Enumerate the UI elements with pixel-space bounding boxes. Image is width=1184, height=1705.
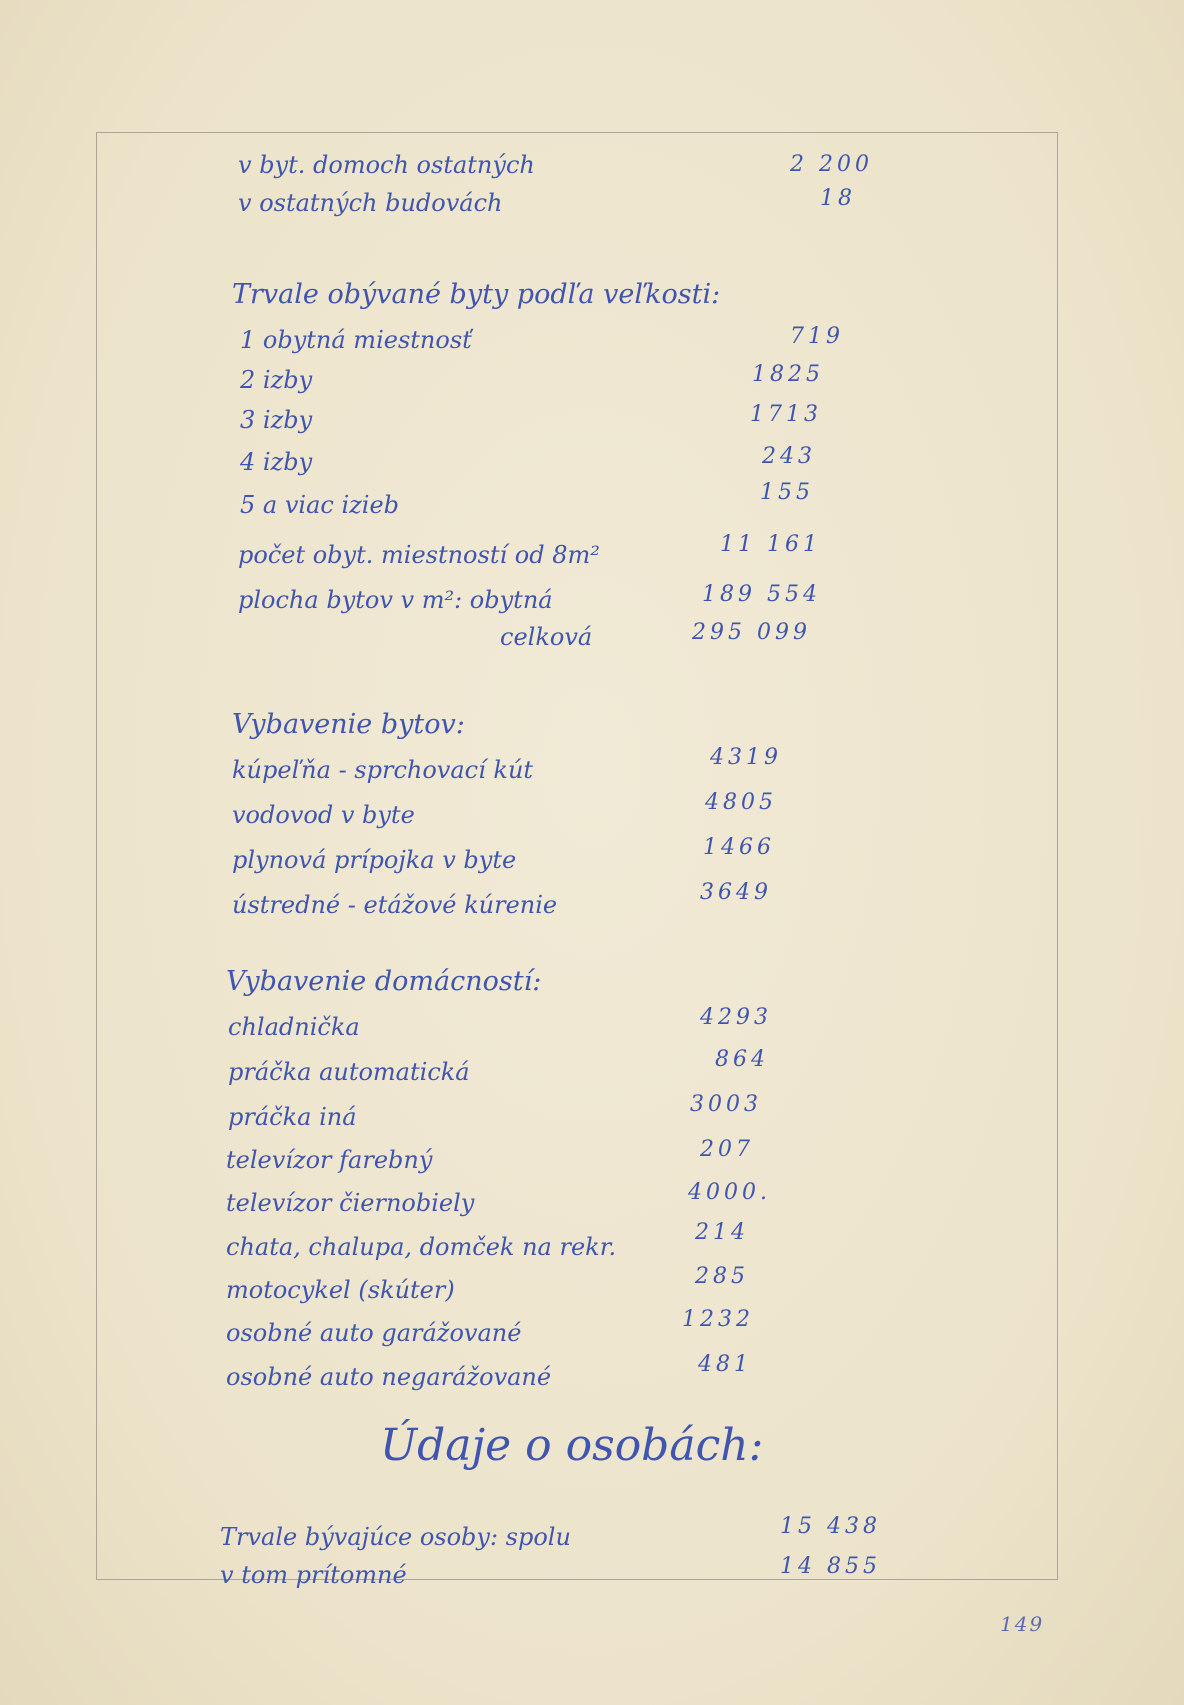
entry-label: Trvale bývajúce osoby: spolu <box>220 1523 571 1551</box>
entry-label: v byt. domoch ostatných <box>238 151 535 179</box>
entry-label: kúpeľňa - sprchovací kút <box>232 756 534 784</box>
entry-value: 4000. <box>688 1180 771 1205</box>
entry-label: televízor farebný <box>226 1146 433 1174</box>
entry-label: práčka iná <box>228 1103 357 1131</box>
entry-label: 3 izby <box>240 406 313 434</box>
entry-label: celková <box>500 623 593 651</box>
entry-label: chata, chalupa, domček na rekr. <box>226 1233 617 1261</box>
entry-value: 15 438 <box>780 1514 881 1539</box>
entry-label: vodovod v byte <box>232 801 415 829</box>
entry-value: 285 <box>695 1264 749 1289</box>
entry-value: 864 <box>715 1047 769 1072</box>
entry-value: 4293 <box>700 1005 772 1030</box>
entry-label: 1 obytná miestnosť <box>240 326 472 354</box>
entry-label: ústredné - etážové kúrenie <box>232 891 558 919</box>
entry-value: 207 <box>700 1137 754 1162</box>
entry-label: osobné auto garážované <box>226 1319 522 1347</box>
section-title: Údaje o osobách: <box>380 1420 764 1471</box>
entry-label: práčka automatická <box>228 1058 470 1086</box>
entry-value: 18 <box>820 186 856 211</box>
entry-label: v ostatných budovách <box>238 189 503 217</box>
entry-value: 2 200 <box>790 152 873 177</box>
entry-value: 4805 <box>705 790 777 815</box>
entry-value: 214 <box>695 1220 749 1245</box>
entry-value: 4319 <box>710 745 782 770</box>
entry-value: 3649 <box>700 880 772 905</box>
page-number: 149 <box>1000 1612 1045 1636</box>
entry-label: 4 izby <box>240 448 313 476</box>
entry-label: v tom prítomné <box>220 1561 407 1589</box>
section-heading: Vybavenie bytov: <box>232 709 465 740</box>
entry-label: televízor čiernobiely <box>226 1189 475 1217</box>
entry-label: motocykel (skúter) <box>226 1276 455 1304</box>
entry-value: 3003 <box>690 1092 762 1117</box>
entry-value: 1825 <box>752 362 824 387</box>
section-heading: Trvale obývané byty podľa veľkosti: <box>232 279 721 310</box>
entry-value: 1232 <box>682 1307 754 1332</box>
entry-value: 719 <box>790 324 844 349</box>
entry-value: 155 <box>760 480 814 505</box>
entry-label: chladnička <box>228 1013 360 1041</box>
entry-value: 243 <box>762 444 816 469</box>
entry-value: 1713 <box>750 402 822 427</box>
entry-value: 14 855 <box>780 1554 881 1579</box>
entry-label: 2 izby <box>240 366 313 394</box>
entry-label: plynová prípojka v byte <box>232 846 517 874</box>
entry-label: osobné auto negarážované <box>226 1363 552 1391</box>
entry-label: počet obyt. miestností od 8m² <box>238 541 600 569</box>
entry-value: 189 554 <box>702 582 821 607</box>
entry-value: 481 <box>698 1352 752 1377</box>
section-heading: Vybavenie domácností: <box>226 966 542 997</box>
entry-value: 295 099 <box>692 620 811 645</box>
entry-label: 5 a viac izieb <box>240 491 400 519</box>
entry-label: plocha bytov v m²: obytná <box>238 586 553 614</box>
entry-value: 1466 <box>703 835 775 860</box>
entry-value: 11 161 <box>720 532 821 557</box>
